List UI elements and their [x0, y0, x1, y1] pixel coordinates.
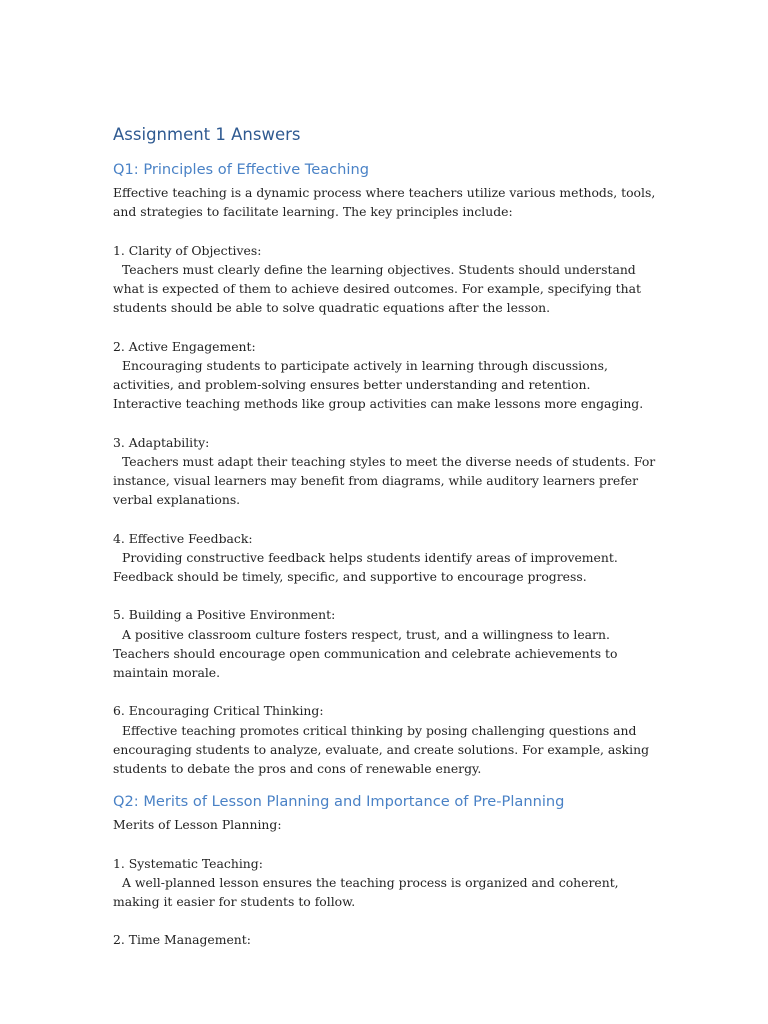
item-body: A well-planned lesson ensures the teaching process is organized and coherent, making it easier for students to follow. — [113, 874, 619, 909]
spacer — [113, 317, 658, 336]
section-heading-q2: Q2: Merits of Lesson Planning and Importance of Pre-Planning — [113, 793, 565, 811]
item-title: 1. Clarity of Objectives: — [113, 242, 262, 258]
item-body: Teachers must adapt their teaching styles to meet the diverse needs of students. For instance, visual learners may benefit from diagrams, while auditory learners prefer verbal explanations. — [113, 453, 656, 508]
spacer — [113, 221, 658, 240]
list-item — [113, 337, 658, 414]
section-intro-q1: Effective teaching is a dynamic process where teachers utilize various methods, tools, and strategies to facilitate learning. The key principles include: — [113, 185, 656, 220]
spacer — [113, 509, 658, 528]
item-title: 3. Adaptability: — [113, 434, 210, 450]
section-q1 — [113, 160, 658, 778]
item-title: 4. Effective Feedback: — [113, 530, 253, 546]
spacer — [113, 778, 658, 792]
item-body: A positive classroom culture fosters respect, trust, and a willingness to learn. Teachers should encourage open communication and celebrate achievements to maintain morale. — [113, 626, 618, 680]
item-title: 6. Encouraging Critical Thinking: — [113, 703, 324, 719]
spacer — [113, 413, 658, 432]
list-item — [113, 433, 658, 510]
list-item — [113, 854, 658, 912]
section-q2 — [113, 792, 658, 949]
item-body: Teachers must clearly define the learning objectives. Students should understand what is expected of them to achieve desired outcomes. For example, specifying that students should be able to solve quadratic equations after the lesson. — [113, 261, 641, 316]
list-item — [113, 701, 658, 778]
list-item — [113, 930, 658, 949]
spacer — [113, 911, 658, 930]
item-body: Effective teaching promotes critical thinking by posing challenging questions and encouraging students to analyze, evaluate, and create solutions. For example, asking students to debate the pros and cons of renewable energy. — [113, 722, 650, 776]
section-heading-q1: Q1: Principles of Effective Teaching — [113, 161, 370, 178]
item-title: 2. Time Management: — [113, 932, 251, 948]
list-item — [113, 529, 658, 587]
item-title: 5. Building a Positive Environment: — [113, 607, 336, 623]
item-body: Providing constructive feedback helps students identify areas of improvement. Feedback should be timely, specific, and supportive to encourage progress. — [113, 549, 618, 584]
list-item — [113, 605, 658, 682]
item-title: 2. Active Engagement: — [113, 338, 256, 354]
section-intro-q2: Merits of Lesson Planning: — [113, 817, 282, 833]
list-item — [113, 241, 658, 318]
spacer — [113, 586, 658, 605]
item-body: Encouraging students to participate actively in learning through discussions, activities, and problem-solving ensures better understanding and retention. Interactive teaching methods like group activities can make lessons more engaging. — [113, 357, 644, 412]
spacer — [113, 682, 658, 701]
document-title: Assignment 1 Answers — [113, 125, 301, 144]
item-title: 1. Systematic Teaching: — [113, 855, 263, 871]
document-page — [113, 124, 658, 950]
spacer — [113, 834, 658, 853]
